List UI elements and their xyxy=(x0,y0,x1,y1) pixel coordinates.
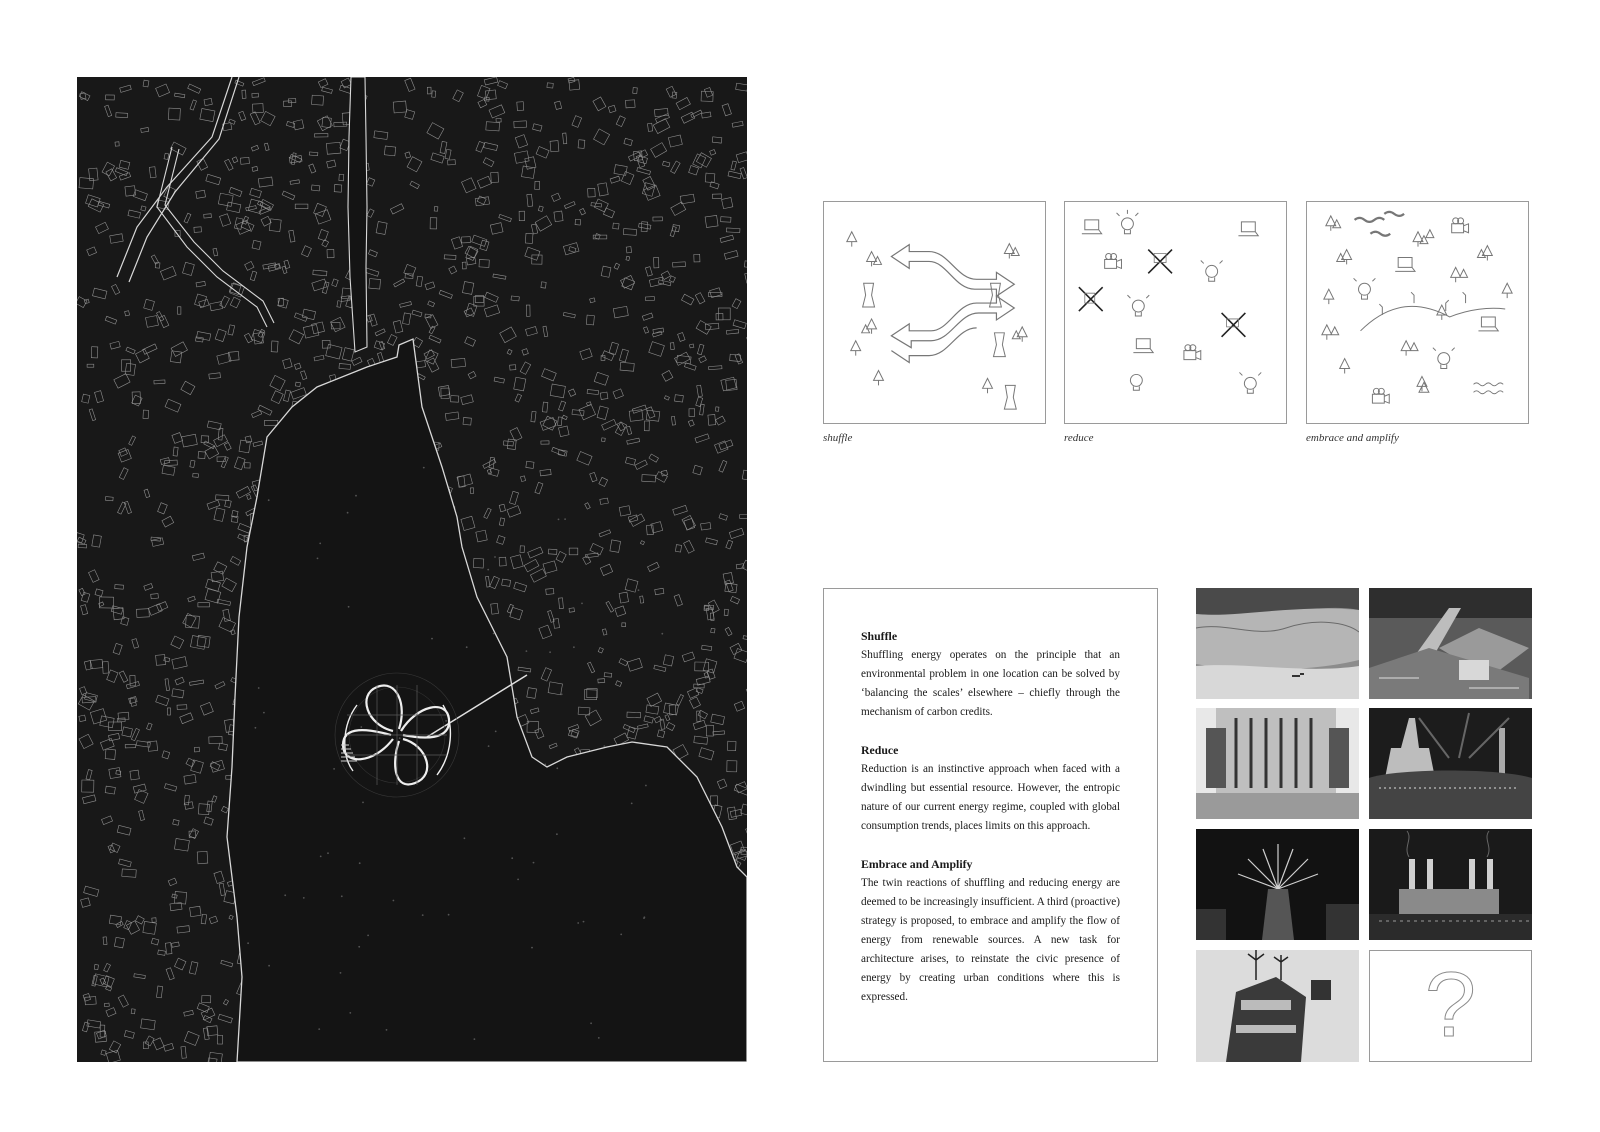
question-mark-icon: ? xyxy=(1424,954,1477,1056)
tree-icon xyxy=(1401,341,1418,356)
shuffle-arrows-icon xyxy=(891,245,1014,363)
embrace-amplify-paragraph: The twin reactions of shuffling and reducing energy are deemed to be increasingly insufficient. A third (proactive) strategy is proposed, to embrace and amplify the flow of energy from renewable sources. A new task for architecture arises, to reinstate the civic presence of energy by creating urban conditions where this is expressed. xyxy=(861,877,1120,1003)
shuffle-diagram-drawing xyxy=(824,202,1045,423)
shuffle-heading: Shuffle xyxy=(861,629,898,643)
lightbulb-icon xyxy=(1239,372,1261,393)
camera-icon xyxy=(1372,388,1389,403)
wind-turbine-line-icon xyxy=(1361,292,1506,331)
embrace-amplify-heading: Embrace and Amplify xyxy=(861,857,973,871)
crossed-out-icon xyxy=(1222,313,1246,337)
city-map-drawing xyxy=(77,77,747,1062)
shuffle-caption: shuffle xyxy=(823,432,853,444)
tree-icon xyxy=(1419,382,1429,392)
unknown-placeholder xyxy=(1369,950,1532,1062)
reduce-paragraph: Reduction is an instinctive approach when faced with a dwindling but essential resource. However, the entropic nature of our current energy regime, coupled with global consumption trends, places limits on this approach. xyxy=(861,763,1120,832)
laptop-icon xyxy=(1395,257,1415,271)
reduce-diagram xyxy=(1064,201,1287,424)
tree-icon xyxy=(1012,327,1027,342)
embrace-amplify-diagram-drawing xyxy=(1307,202,1528,423)
lightbulb-icon xyxy=(1127,295,1149,316)
photo-industrial-facade xyxy=(1196,708,1359,819)
lightbulb-icon xyxy=(1201,260,1223,281)
tree-icon xyxy=(874,370,884,385)
photo-desert-landscape xyxy=(1196,588,1359,699)
shuffle-paragraph: Shuffling energy operates on the principle that an environmental problem in one location can be solved by ‘balancing the scales’ elsewhere – chiefly through the mechanism of carbon credits. xyxy=(861,649,1120,718)
tree-icon xyxy=(1451,267,1468,282)
tree-icon xyxy=(1324,289,1334,304)
photo-illuminated-tower xyxy=(1369,708,1532,819)
strategy-text xyxy=(861,627,1120,1026)
photo-power-station-night xyxy=(1369,829,1532,940)
laptop-icon xyxy=(1082,220,1102,234)
camera-icon xyxy=(1184,345,1201,360)
lightbulb-icon xyxy=(1117,210,1139,234)
photo-power-station-aerial xyxy=(1369,588,1532,699)
tree-icon xyxy=(1326,216,1341,231)
tree-icon xyxy=(1477,246,1492,261)
laptop-icon xyxy=(1238,222,1258,236)
laptop-icon xyxy=(1478,317,1498,331)
cooling-tower-icon xyxy=(1004,385,1016,409)
lightbulb-icon xyxy=(1354,278,1376,299)
lightbulb-icon xyxy=(1433,348,1455,369)
water-waves-icon xyxy=(1473,383,1503,394)
embrace-amplify-caption: embrace and amplify xyxy=(1306,432,1399,444)
camera-icon xyxy=(1105,254,1122,269)
lightbulb-icon xyxy=(1130,374,1142,390)
tree-icon xyxy=(1502,283,1512,298)
tree-icon xyxy=(847,232,857,247)
tree-icon xyxy=(1417,376,1427,391)
tree-icon xyxy=(851,341,861,356)
tree-icon xyxy=(1340,359,1350,374)
camera-icon xyxy=(1452,218,1469,233)
tree-icon xyxy=(1322,325,1339,340)
city-map xyxy=(77,77,747,1062)
tree-icon xyxy=(867,252,882,267)
shuffle-diagram xyxy=(823,201,1046,424)
tree-icon xyxy=(1413,230,1434,247)
tree-icon xyxy=(983,378,993,393)
strategy-text-panel xyxy=(823,588,1158,1062)
tree-icon xyxy=(1004,244,1019,259)
photo-stacked-tower-turbines xyxy=(1196,950,1359,1062)
crossed-out-icon xyxy=(1079,287,1103,311)
cooling-tower-icon xyxy=(993,333,1005,357)
tree-icon xyxy=(862,319,877,334)
cooling-tower-icon xyxy=(863,283,875,307)
tree-icon xyxy=(1337,250,1352,265)
laptop-icon xyxy=(1133,339,1153,353)
photo-fireworks xyxy=(1196,829,1359,940)
reduce-diagram-drawing xyxy=(1065,202,1286,423)
embrace-amplify-diagram xyxy=(1306,201,1529,424)
reduce-heading: Reduce xyxy=(861,743,899,757)
reduce-caption: reduce xyxy=(1064,432,1094,444)
wave-icon xyxy=(1355,212,1405,236)
